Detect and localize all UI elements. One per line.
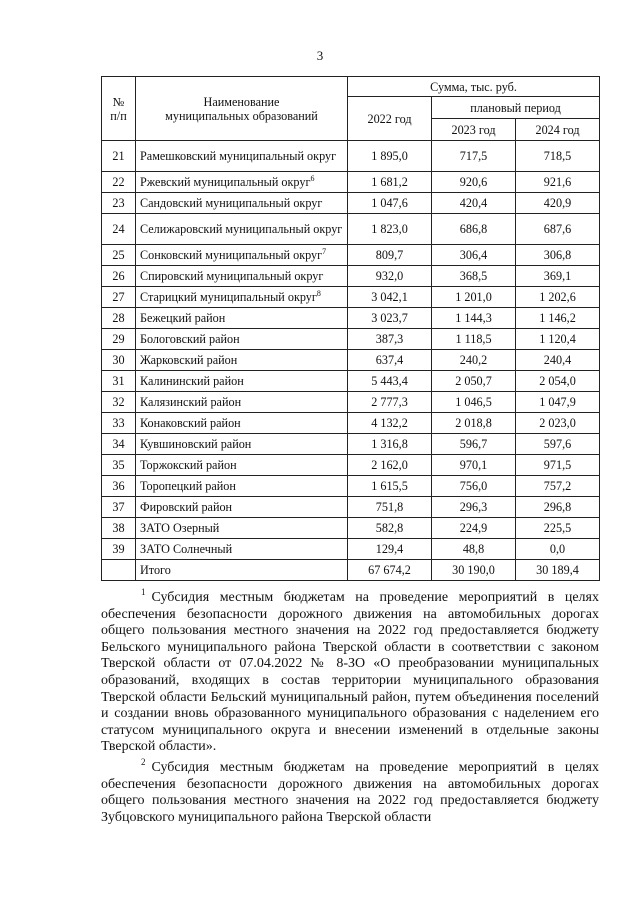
municipality-name: Рамешковский муниципальный округ xyxy=(136,141,348,172)
amount-2022: 3 023,7 xyxy=(348,308,432,329)
amount-2024: 420,9 xyxy=(516,193,600,214)
amount-2023: 920,6 xyxy=(432,172,516,193)
amount-2023: 296,3 xyxy=(432,497,516,518)
table-row xyxy=(102,497,600,518)
row-number: 35 xyxy=(102,455,136,476)
header-2022: 2022 год xyxy=(348,97,432,141)
total-2023: 30 190,0 xyxy=(432,560,516,581)
amount-2023: 368,5 xyxy=(432,266,516,287)
table-row xyxy=(102,193,600,214)
amount-2022: 582,8 xyxy=(348,518,432,539)
row-number: 23 xyxy=(102,193,136,214)
footnote-mark: 2 xyxy=(141,757,146,768)
total-2022: 67 674,2 xyxy=(348,560,432,581)
table-row xyxy=(102,141,600,172)
municipality-name: Сонковский муниципальный округ$^7$ xyxy=(136,245,348,266)
amount-2023: 2 050,7 xyxy=(432,371,516,392)
amount-2022: 1 681,2 xyxy=(348,172,432,193)
amount-2024: 921,6 xyxy=(516,172,600,193)
amount-2023: 240,2 xyxy=(432,350,516,371)
page-number: 3 xyxy=(316,48,324,63)
row-number: 32 xyxy=(102,392,136,413)
table-row xyxy=(102,455,600,476)
amount-2022: 129,4 xyxy=(348,539,432,560)
header-2023: 2023 год xyxy=(432,119,516,141)
amount-2022: 4 132,2 xyxy=(348,413,432,434)
row-number: 31 xyxy=(102,371,136,392)
amount-2022: 1 895,0 xyxy=(348,141,432,172)
amount-2022: 3 042,1 xyxy=(348,287,432,308)
municipality-name: Конаковский район xyxy=(136,413,348,434)
total-number-empty xyxy=(102,560,136,581)
amount-2023: 306,4 xyxy=(432,245,516,266)
amount-2023: 224,9 xyxy=(432,518,516,539)
table-row xyxy=(102,172,600,193)
total-row xyxy=(102,560,600,581)
amount-2023: 1 046,5 xyxy=(432,392,516,413)
municipality-name: Жарковский район xyxy=(136,350,348,371)
row-number: 27 xyxy=(102,287,136,308)
footnote-reference: 7 xyxy=(322,246,327,256)
amount-2024: 597,6 xyxy=(516,434,600,455)
amount-2022: 2 162,0 xyxy=(348,455,432,476)
table-row xyxy=(102,413,600,434)
row-number: 21 xyxy=(102,141,136,172)
amount-2022: 1 823,0 xyxy=(348,214,432,245)
amount-2023: 1 118,5 xyxy=(432,329,516,350)
table-row xyxy=(102,518,600,539)
table-row xyxy=(102,329,600,350)
amount-2023: 686,8 xyxy=(432,214,516,245)
total-label: Итого xyxy=(136,560,348,581)
header-planned-period: плановый период xyxy=(432,97,600,119)
municipality-name: Калязинский район xyxy=(136,392,348,413)
amount-2024: 1 146,2 xyxy=(516,308,600,329)
amount-2024: 1 202,6 xyxy=(516,287,600,308)
row-number: 33 xyxy=(102,413,136,434)
footnote-paragraph xyxy=(101,587,599,756)
table-row xyxy=(102,392,600,413)
amount-2022: 1 615,5 xyxy=(348,476,432,497)
municipality-name: ЗАТО Солнечный xyxy=(136,539,348,560)
amount-2024: 2 054,0 xyxy=(516,371,600,392)
amount-2023: 48,8 xyxy=(432,539,516,560)
amount-2024: 1 120,4 xyxy=(516,329,600,350)
amount-2023: 970,1 xyxy=(432,455,516,476)
amount-2022: 387,3 xyxy=(348,329,432,350)
amount-2022: 637,4 xyxy=(348,350,432,371)
footnote-mark: 1 xyxy=(141,587,146,598)
amount-2024: 1 047,9 xyxy=(516,392,600,413)
municipality-name: Торопецкий район xyxy=(136,476,348,497)
municipality-name: Фировский район xyxy=(136,497,348,518)
amount-2022: 751,8 xyxy=(348,497,432,518)
table-row xyxy=(102,214,600,245)
municipality-name: Торжокский район xyxy=(136,455,348,476)
amount-2022: 932,0 xyxy=(348,266,432,287)
amount-2022: 1 047,6 xyxy=(348,193,432,214)
municipality-name: Бологовский район xyxy=(136,329,348,350)
footnotes xyxy=(101,587,599,830)
table-row xyxy=(102,266,600,287)
amount-2024: 0,0 xyxy=(516,539,600,560)
municipality-name: Бежецкий район xyxy=(136,308,348,329)
row-number: 36 xyxy=(102,476,136,497)
row-number: 39 xyxy=(102,539,136,560)
amount-2022: 5 443,4 xyxy=(348,371,432,392)
municipality-name: Сандовский муниципальный округ xyxy=(136,193,348,214)
footnote-reference: 6 xyxy=(310,173,315,183)
municipality-name: Ржевский муниципальный округ$^6$ xyxy=(136,172,348,193)
row-number: 28 xyxy=(102,308,136,329)
amount-2024: 687,6 xyxy=(516,214,600,245)
amount-2024: 306,8 xyxy=(516,245,600,266)
amount-2024: 296,8 xyxy=(516,497,600,518)
footnote-text: Субсидия местным бюджетам на проведение мероприятий в целях обеспечения безопасности дорожного движения на автомобильных дорогах общего пользования местного значения на 2022 год предоставляется бюджету Бельского муниципального района Тверской области в соответствии с законом Тверской области от 07.04.2022 № 8-ЗО «О преобразовании муниципальных образований, входящих в состав территории муниципального образования Тверской области Бельский муниципальный район, путем объединения поселений и создании вновь образованного муниципального образования с наделением его статусом муниципального округа и внесении изменений в отдельные законы Тверской области». xyxy=(101,590,599,755)
amount-2024: 240,4 xyxy=(516,350,600,371)
row-number: 22 xyxy=(102,172,136,193)
subsidy-table xyxy=(101,76,600,581)
table-row xyxy=(102,350,600,371)
amount-2022: 1 316,8 xyxy=(348,434,432,455)
amount-2022: 809,7 xyxy=(348,245,432,266)
table-row xyxy=(102,476,600,497)
table-row xyxy=(102,539,600,560)
row-number: 26 xyxy=(102,266,136,287)
municipality-name: Селижаровский муниципальный округ xyxy=(136,214,348,245)
amount-2023: 1 201,0 xyxy=(432,287,516,308)
municipality-name: Спировский муниципальный округ xyxy=(136,266,348,287)
amount-2024: 2 023,0 xyxy=(516,413,600,434)
amount-2023: 420,4 xyxy=(432,193,516,214)
row-number: 29 xyxy=(102,329,136,350)
amount-2024: 718,5 xyxy=(516,141,600,172)
row-number: 25 xyxy=(102,245,136,266)
header-number: № п/п xyxy=(102,77,136,141)
table-header xyxy=(102,77,600,141)
amount-2024: 369,1 xyxy=(516,266,600,287)
table-row xyxy=(102,371,600,392)
amount-2023: 2 018,8 xyxy=(432,413,516,434)
municipality-name: ЗАТО Озерный xyxy=(136,518,348,539)
total-2024: 30 189,4 xyxy=(516,560,600,581)
amount-2022: 2 777,3 xyxy=(348,392,432,413)
row-number: 38 xyxy=(102,518,136,539)
table-row xyxy=(102,245,600,266)
amount-2023: 717,5 xyxy=(432,141,516,172)
row-number: 34 xyxy=(102,434,136,455)
table-row xyxy=(102,287,600,308)
header-name: Наименование муниципальных образований xyxy=(136,77,348,141)
amount-2024: 225,5 xyxy=(516,518,600,539)
row-number: 30 xyxy=(102,350,136,371)
table-row xyxy=(102,308,600,329)
amount-2023: 1 144,3 xyxy=(432,308,516,329)
footnote-paragraph xyxy=(101,757,599,826)
row-number: 24 xyxy=(102,214,136,245)
header-sum: Сумма, тыс. руб. xyxy=(348,77,600,97)
table-row xyxy=(102,434,600,455)
amount-2023: 596,7 xyxy=(432,434,516,455)
footnote-reference: 8 xyxy=(316,288,321,298)
municipality-name: Старицкий муниципальный округ$^8$ xyxy=(136,287,348,308)
amount-2024: 971,5 xyxy=(516,455,600,476)
amount-2024: 757,2 xyxy=(516,476,600,497)
amount-2023: 756,0 xyxy=(432,476,516,497)
municipality-name: Калининский район xyxy=(136,371,348,392)
municipality-name: Кувшиновский район xyxy=(136,434,348,455)
footnote-text: Субсидия местным бюджетам на проведение мероприятий в целях обеспечения безопасности дорожного движения на автомобильных дорогах общего пользования местного значения на 2022 год предоставляется бюджету Зубцовского муниципального района Тверской области xyxy=(101,759,599,825)
row-number: 37 xyxy=(102,497,136,518)
header-2024: 2024 год xyxy=(516,119,600,141)
table-body xyxy=(102,141,600,581)
